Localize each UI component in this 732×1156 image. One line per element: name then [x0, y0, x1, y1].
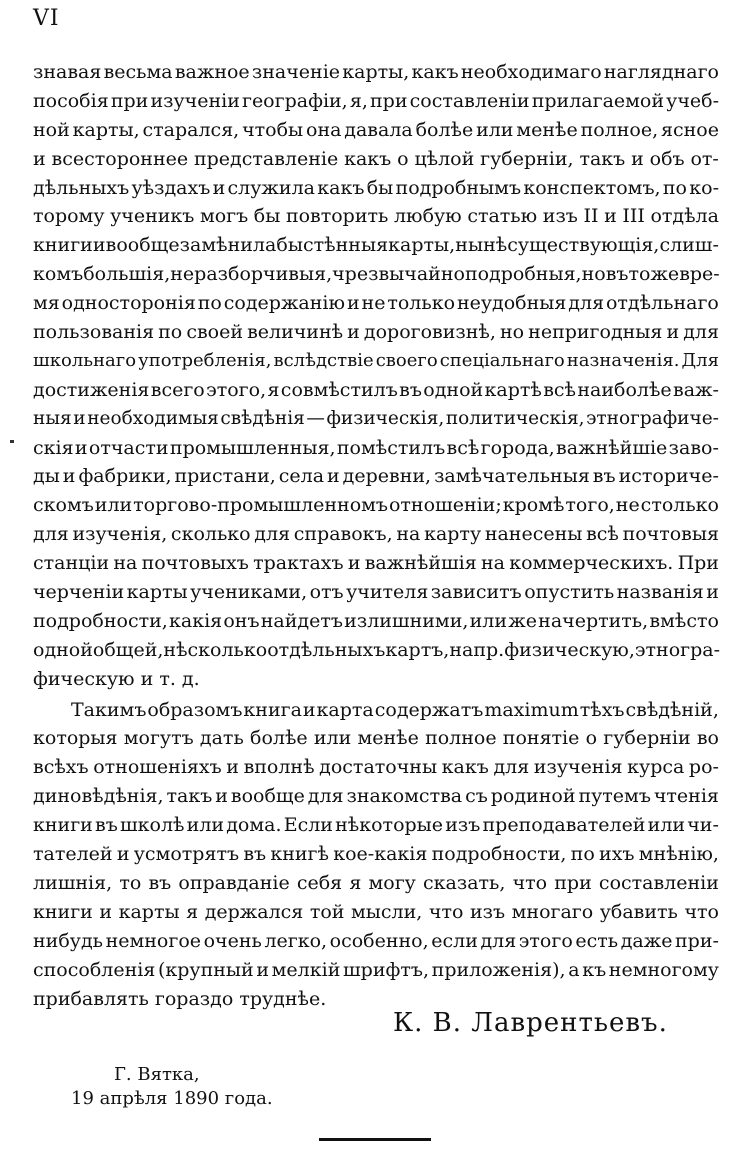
paragraph-2-line: диновѣдѣнія, такъ и вообще для знакомства съ родиной путемъ чтенія — [33, 785, 719, 808]
author-signature: К. В. Лаврентьевъ. — [393, 1008, 668, 1038]
paragraph-2-line: которыя могутъ дать болѣе или менѣе полное понятіе о губерніи во — [33, 727, 719, 750]
paragraph-1-line: подробности, какія онъ найдетъ излишними, или же начертить, вмѣсто — [33, 609, 719, 632]
paragraph-2-line: Такимъ образомъ книга и карта содержатъ maximum тѣхъ свѣдѣній, — [71, 698, 719, 721]
paragraph-2-line: прибавлять гораздо труднѣе. — [33, 987, 327, 1010]
paragraph-1-line: одной общей, нѣсколько отдѣльныхъ картъ, напр. физическую, этногра- — [33, 638, 720, 661]
date-line: 19 апрѣля 1890 года. — [71, 1088, 273, 1109]
paragraph-1-line: ной карты, старался, чтобы она давала болѣе или менѣе полное, ясное — [33, 118, 719, 141]
paragraph-1-line: достиженія всего этого, я совмѣстилъ въ одной картѣ всѣ наиболѣе важ- — [33, 378, 719, 401]
paragraph-1-line: для изученія, сколько для справокъ, на карту нанесены всѣ почтовыя — [33, 523, 719, 546]
paragraph-1-line: фическую и т. д. — [33, 667, 200, 690]
paragraph-2-line: книги въ школѣ или дома. Если нѣкоторые изъ преподавателей или чи- — [33, 814, 719, 837]
paragraph-1-line: станціи на почтовыхъ трактахъ и важнѣйшія на коммерческихъ. При — [33, 552, 719, 575]
paragraph-1-line: дѣльныхъ уѣздахъ и служила какъ бы подробнымъ конспектомъ, по ко- — [33, 176, 719, 199]
paragraph-2-line: нибудь немногое очень легко, особенно, если для этого есть даже при- — [33, 929, 719, 952]
paragraph-1-line: пособія при изученіи географіи, я, при составленіи прилагаемой учеб- — [33, 89, 719, 112]
page-number: VI — [33, 6, 60, 31]
paragraph-1-line: скомъ или торгово-промышленномъ отношеніи; кромѣ того, не столько — [33, 494, 719, 517]
paragraph-1-line: скія и отчасти промышленныя, помѣстилъ всѣ города, важнѣйшіе заво- — [33, 436, 719, 459]
paragraph-1-line: знавая весьма важное значеніе карты, какъ необходимаго нагляднаго — [33, 61, 719, 83]
closing-rule — [319, 1138, 431, 1141]
paragraph-2-line: способленія (крупный и мелкій шрифтъ, приложенія), а къ немногому — [33, 958, 719, 981]
paragraph-1-line: комъ большія, неразборчивыя, чрезвычайно подробныя, но въ то же вре- — [33, 263, 720, 286]
paragraph-1-line: торому ученикъ могъ бы повторить любую статью изъ II и III отдѣла — [33, 205, 719, 228]
paragraph-1-line: черченіи карты учениками, отъ учителя зависитъ опустить названія и — [33, 581, 719, 604]
paragraph-2-line: книги и карты я держался той мысли, что изъ многаго убавить что — [33, 900, 719, 923]
paragraph-1-line: пользованія по своей величинѣ и дороговизнѣ, но непригодныя и для — [33, 321, 719, 344]
paragraph-1-line: книги и вообще замѣнила бы стѣнныя карты, нынѣ существующія, слиш- — [33, 234, 719, 257]
paragraph-1-line: мя односторонія по содержанію и не только неудобныя для отдѣльнаго — [33, 292, 719, 315]
paragraph-2-line: тателей и усмотрятъ въ книгѣ кое-какія подробности, по ихъ мнѣнію, — [33, 843, 719, 866]
margin-mark — [10, 440, 14, 443]
paragraph-1-line: ды и фабрики, пристани, села и деревни, замѣчательныя въ историче- — [33, 465, 719, 488]
body-text — [33, 58, 719, 1013]
paragraph-2-line: всѣхъ отношеніяхъ и вполнѣ достаточны какъ для изученія курса ро- — [33, 756, 719, 779]
paragraph-1-line: школьнаго употребленія, вслѣдствіе своего спеціальнаго назначенія. Для — [33, 349, 719, 371]
paragraph-2-line: лишнія, то въ оправданіе себя я могу сказать, что при составленіи — [33, 871, 719, 894]
paragraph-1-line: и всестороннее представленіе какъ о цѣлой губерніи, такъ и объ от- — [33, 147, 719, 170]
paragraph-1-line: ныя и необходимыя свѣдѣнія — физическія, политическія, этнографиче- — [33, 407, 719, 429]
place-line: Г. Вятка, — [114, 1064, 200, 1085]
